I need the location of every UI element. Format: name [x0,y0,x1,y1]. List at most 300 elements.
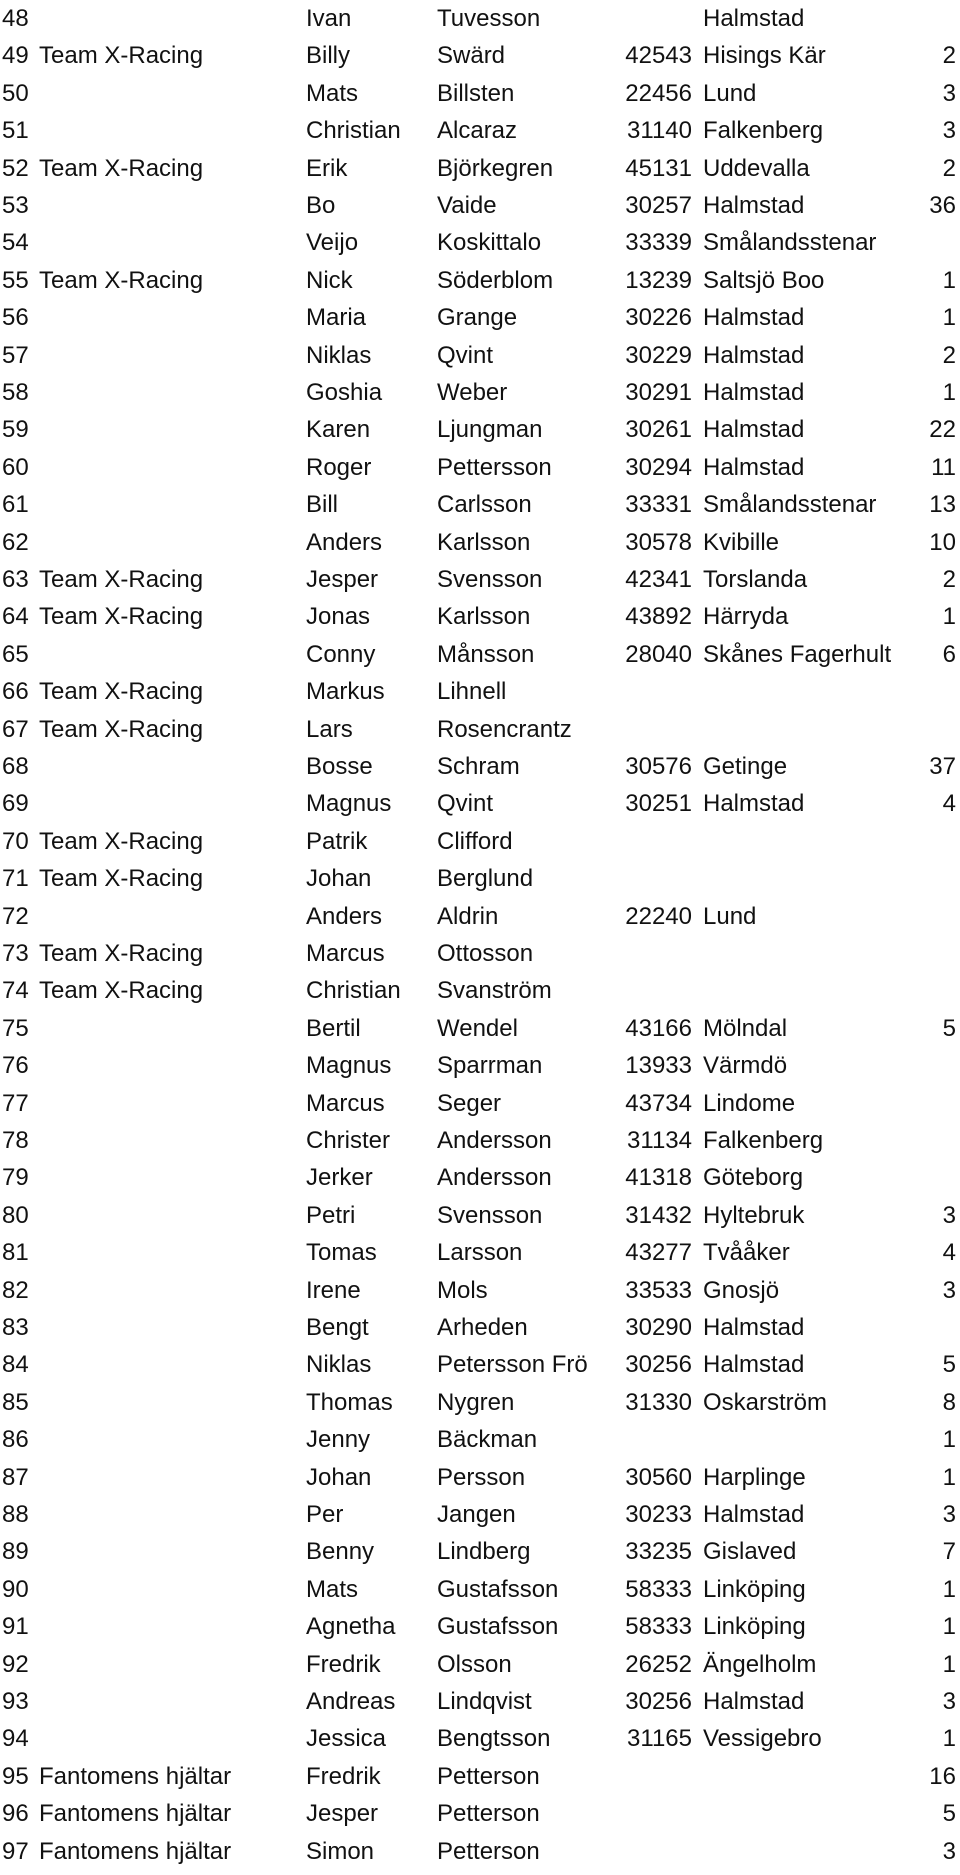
row-number-cell: 83 [2,1314,29,1341]
last-name-cell: Tuvesson [437,5,541,32]
extra-value-cell [830,935,956,972]
table-row [0,1758,960,1795]
city-cell: Mölndal [703,1014,788,1042]
team-name-cell [39,636,304,673]
extra-value-cell [830,1309,956,1346]
row-number-cell: 54 [2,229,29,257]
extra-value-cell [830,711,956,748]
city-cell: Torslanda [703,566,808,593]
team-name-cell: Team X-Racing [39,266,204,294]
row-number-cell: 55 [2,266,29,294]
last-name-cell: Wendel [437,1014,518,1042]
row-number-cell: 69 [2,790,29,818]
table-row [0,337,960,374]
team-name-cell [39,1010,304,1047]
team-name-cell [39,187,304,224]
city-cell: Vessigebro [703,1725,822,1753]
postal-code-cell: 30291 [625,379,692,406]
postal-code-cell: 30229 [625,341,692,369]
table-row [0,262,960,299]
extra-value-cell: 36 [929,192,956,219]
team-name-cell [39,524,304,561]
first-name-cell: Christer [306,1127,391,1154]
first-name-cell: Irene [306,1276,361,1304]
city-cell: Skånes Fagerhult [703,640,892,668]
team-name-cell [39,1085,304,1122]
table-row [0,1272,960,1309]
table-row [0,1159,960,1196]
first-name-cell: Agnetha [306,1613,396,1641]
extra-value-cell [830,860,956,897]
row-number-cell: 49 [2,42,29,70]
table-row [0,374,960,411]
extra-value-cell: 3 [942,117,956,145]
first-name-cell: Goshia [306,379,383,406]
city-cell: Hyltebruk [703,1201,805,1229]
extra-value-cell: 3 [942,1276,956,1304]
postal-code-cell: 30226 [625,304,692,332]
extra-value-cell: 5 [942,1351,956,1379]
city-cell: Getinge [703,753,788,780]
postal-code-cell: 30290 [625,1314,692,1341]
table-row [0,75,960,112]
postal-code-cell: 22240 [625,902,692,930]
table-row [0,1795,960,1832]
table-row [0,150,960,187]
city-cell: Lindome [703,1089,796,1117]
postal-code-cell [600,0,692,37]
city-cell: Halmstad [703,453,805,481]
last-name-cell: Mols [437,1276,488,1304]
table-row [0,673,960,710]
table-row [0,449,960,486]
city-cell: Kvibille [703,528,780,556]
postal-code-cell: 42341 [625,566,692,593]
team-name-cell [39,1272,304,1309]
last-name-cell: Björkegren [437,154,554,182]
first-name-cell: Bo [306,192,336,219]
first-name-cell: Magnus [306,790,392,818]
row-number-cell: 72 [2,902,29,930]
postal-code-cell: 30261 [625,416,692,444]
row-number-cell: 87 [2,1463,29,1491]
team-name-cell [39,75,304,112]
postal-code-cell: 30251 [625,790,692,818]
row-number-cell: 67 [2,715,29,743]
city-cell: Linköping [703,1575,806,1603]
postal-code-cell: 58333 [625,1575,692,1603]
first-name-cell: Christian [306,117,401,145]
first-name-cell: Roger [306,453,372,481]
extra-value-cell: 6 [942,640,956,668]
extra-value-cell: 2 [942,154,956,182]
last-name-cell: Petterson [437,1762,540,1790]
row-number-cell: 66 [2,678,29,706]
postal-code-cell: 30294 [625,453,692,481]
city-cell: Smålandsstenar [703,229,877,257]
last-name-cell: Swärd [437,42,506,70]
row-number-cell: 96 [2,1800,29,1828]
table-row [0,1085,960,1122]
row-number-cell: 76 [2,1052,29,1080]
team-name-cell [39,449,304,486]
first-name-cell: Patrik [306,827,368,855]
team-name-cell: Team X-Racing [39,603,204,631]
team-name-cell [39,0,304,37]
extra-value-cell: 22 [929,416,956,444]
team-name-cell [39,1346,304,1383]
first-name-cell: Karen [306,416,371,444]
table-row [0,1496,960,1533]
extra-value-cell: 1 [942,1650,956,1678]
team-name-cell [39,299,304,336]
row-number-cell: 97 [2,1837,29,1865]
first-name-cell: Mats [306,79,359,107]
table-row [0,636,960,673]
city-cell: Halmstad [703,341,805,369]
first-name-cell: Petri [306,1201,356,1229]
last-name-cell: Karlsson [437,528,531,556]
city-cell: Halmstad [703,192,805,219]
last-name-cell: Sparrman [437,1052,543,1080]
first-name-cell: Bosse [306,753,373,780]
last-name-cell: Persson [437,1463,526,1491]
last-name-cell: Grange [437,304,518,332]
extra-value-cell: 8 [942,1388,956,1416]
extra-value-cell: 1 [942,304,956,332]
team-name-cell [39,1309,304,1346]
team-name-cell [39,1459,304,1496]
last-name-cell: Petterson [437,1837,540,1865]
city-cell: Linköping [703,1613,806,1641]
last-name-cell: Arheden [437,1314,528,1341]
extra-value-cell: 1 [942,603,956,631]
extra-value-cell: 11 [931,453,956,481]
team-name-cell [39,374,304,411]
first-name-cell: Conny [306,640,376,668]
city-cell [703,972,831,1009]
team-name-cell: Team X-Racing [39,678,204,706]
first-name-cell: Mats [306,1575,359,1603]
postal-code-cell [600,823,692,860]
table-row [0,1833,960,1870]
row-number-cell: 68 [2,753,29,780]
city-cell: Halmstad [703,1314,805,1341]
first-name-cell: Niklas [306,341,372,369]
last-name-cell: Koskittalo [437,229,542,257]
first-name-cell: Jonas [306,603,371,631]
city-cell: Göteborg [703,1164,804,1192]
row-number-cell: 78 [2,1127,29,1154]
city-cell: Harplinge [703,1463,806,1491]
first-name-cell: Per [306,1501,344,1528]
row-number-cell: 71 [2,865,29,893]
row-number-cell: 86 [2,1426,29,1454]
team-name-cell [39,1197,304,1234]
row-number-cell: 59 [2,416,29,444]
first-name-cell: Anders [306,902,383,930]
last-name-cell: Qvint [437,790,494,818]
last-name-cell: Nygren [437,1388,515,1416]
team-name-cell [39,1421,304,1458]
postal-code-cell: 31134 [627,1127,692,1154]
first-name-cell: Bengt [306,1314,369,1341]
first-name-cell: Bertil [306,1014,361,1042]
row-number-cell: 95 [2,1762,29,1790]
first-name-cell: Markus [306,678,385,706]
team-name-cell [39,411,304,448]
table-row [0,972,960,1009]
last-name-cell: Gustafsson [437,1613,559,1641]
table-row [0,1234,960,1271]
table-row [0,411,960,448]
row-number-cell: 84 [2,1351,29,1379]
row-number-cell: 82 [2,1276,29,1304]
team-name-cell: Team X-Racing [39,715,204,743]
row-number-cell: 77 [2,1089,29,1117]
city-cell [703,823,831,860]
last-name-cell: Seger [437,1089,502,1117]
postal-code-cell [600,860,692,897]
row-number-cell: 85 [2,1388,29,1416]
row-number-cell: 50 [2,79,29,107]
city-cell: Saltsjö Boo [703,266,825,294]
row-number-cell: 94 [2,1725,29,1753]
extra-value-cell [830,1159,956,1196]
extra-value-cell [830,823,956,860]
team-name-cell [39,1384,304,1421]
first-name-cell: Jesper [306,566,379,593]
city-cell: Falkenberg [703,1127,824,1154]
last-name-cell: Rosencrantz [437,715,572,743]
extra-value-cell: 4 [942,1239,956,1267]
postal-code-cell: 30256 [625,1688,692,1715]
table-row [0,1047,960,1084]
postal-code-cell: 45131 [625,154,692,182]
extra-value-cell: 5 [942,1014,956,1042]
extra-value-cell: 1 [942,266,956,294]
team-name-cell: Fantomens hjältar [39,1800,232,1828]
first-name-cell: Thomas [306,1388,393,1416]
city-cell: Värmdö [703,1052,788,1080]
team-name-cell: Team X-Racing [39,566,204,593]
last-name-cell: Carlsson [437,491,532,519]
postal-code-cell [600,1421,692,1458]
table-row [0,299,960,336]
extra-value-cell [830,1122,956,1159]
extra-value-cell: 4 [942,790,956,818]
first-name-cell: Tomas [306,1239,377,1267]
city-cell: Halmstad [703,1351,805,1379]
table-row [0,1459,960,1496]
extra-value-cell [830,1047,956,1084]
city-cell: Halmstad [703,5,805,32]
row-number-cell: 51 [2,117,29,145]
row-number-cell: 64 [2,603,29,631]
team-name-cell [39,112,304,149]
team-name-cell [39,486,304,523]
row-number-cell: 60 [2,453,29,481]
extra-value-cell: 3 [942,1688,956,1715]
table-row [0,1646,960,1683]
extra-value-cell: 2 [942,566,956,593]
team-name-cell: Team X-Racing [39,827,204,855]
city-cell: Halmstad [703,1688,805,1715]
postal-code-cell [600,972,692,1009]
city-cell: Lund [703,902,757,930]
last-name-cell: Ottosson [437,940,534,967]
last-name-cell: Karlsson [437,603,531,631]
city-cell [703,1421,831,1458]
row-number-cell: 56 [2,304,29,332]
last-name-cell: Aldrin [437,902,499,930]
last-name-cell: Weber [437,379,508,406]
first-name-cell: Fredrik [306,1762,381,1790]
first-name-cell: Veijo [306,229,359,257]
team-name-cell [39,1533,304,1570]
first-name-cell: Anders [306,528,383,556]
table-row [0,1122,960,1159]
postal-code-cell: 30576 [625,753,692,780]
postal-code-cell [600,673,692,710]
postal-code-cell: 33331 [625,491,692,519]
last-name-cell: Svensson [437,566,543,593]
postal-code-cell: 30560 [625,1463,692,1491]
team-name-cell [39,785,304,822]
table-row [0,1571,960,1608]
first-name-cell: Jesper [306,1800,379,1828]
city-cell: Smålandsstenar [703,491,877,519]
row-number-cell: 89 [2,1538,29,1566]
team-name-cell [39,224,304,261]
table-row [0,561,960,598]
last-name-cell: Schram [437,753,520,780]
row-number-cell: 52 [2,154,29,182]
team-name-cell [39,1234,304,1271]
team-name-cell [39,1608,304,1645]
last-name-cell: Olsson [437,1650,512,1678]
extra-value-cell: 2 [942,341,956,369]
table-row [0,1197,960,1234]
first-name-cell: Magnus [306,1052,392,1080]
table-row [0,1010,960,1047]
team-name-cell: Team X-Racing [39,977,204,1005]
table-row [0,1384,960,1421]
team-name-cell [39,1571,304,1608]
postal-code-cell: 30233 [625,1501,692,1528]
first-name-cell: Simon [306,1837,375,1865]
city-cell [703,711,831,748]
last-name-cell: Andersson [437,1164,552,1192]
postal-code-cell: 26252 [625,1650,692,1678]
extra-value-cell [830,1085,956,1122]
extra-value-cell: 3 [942,1501,956,1528]
team-name-cell: Team X-Racing [39,154,204,182]
city-cell: Tvååker [703,1239,790,1267]
city-cell: Halmstad [703,379,805,406]
postal-code-cell: 31330 [625,1388,692,1416]
last-name-cell: Petterson [437,1800,540,1828]
postal-code-cell: 43166 [625,1014,692,1042]
extra-value-cell: 1 [942,1725,956,1753]
city-cell: Ängelholm [703,1650,817,1678]
postal-code-cell [600,711,692,748]
city-cell: Halmstad [703,790,805,818]
table-row [0,112,960,149]
last-name-cell: Lindqvist [437,1688,532,1715]
team-name-cell [39,1047,304,1084]
team-name-cell [39,1496,304,1533]
team-name-cell: Fantomens hjältar [39,1837,232,1865]
extra-value-cell [830,972,956,1009]
last-name-cell: Lindberg [437,1538,531,1566]
row-number-cell: 57 [2,341,29,369]
last-name-cell: Larsson [437,1239,523,1267]
table-row [0,860,960,897]
table-row [0,598,960,635]
last-name-cell: Andersson [437,1127,552,1154]
first-name-cell: Nick [306,266,353,294]
postal-code-cell: 43734 [625,1089,692,1117]
postal-code-cell: 13933 [625,1052,692,1080]
team-name-cell: Fantomens hjältar [39,1762,232,1790]
extra-value-cell: 1 [942,379,956,406]
first-name-cell: Benny [306,1538,375,1566]
row-number-cell: 61 [2,491,29,519]
row-number-cell: 93 [2,1688,29,1715]
city-cell: Hisings Kär [703,42,826,70]
table-row [0,1720,960,1757]
postal-code-cell [600,1795,692,1832]
last-name-cell: Gustafsson [437,1575,559,1603]
last-name-cell: Pettersson [437,453,552,481]
team-name-cell [39,337,304,374]
postal-code-cell: 41318 [625,1164,692,1192]
first-name-cell: Maria [306,304,367,332]
table-row [0,748,960,785]
extra-value-cell: 10 [929,528,956,556]
first-name-cell: Niklas [306,1351,372,1379]
extra-value-cell: 37 [929,753,956,780]
first-name-cell: Johan [306,1463,372,1491]
table-row [0,224,960,261]
team-name-cell [39,1646,304,1683]
first-name-cell: Marcus [306,1089,385,1117]
city-cell [703,1833,831,1870]
city-cell [703,673,831,710]
extra-value-cell: 3 [942,1837,956,1865]
first-name-cell: Ivan [306,5,352,32]
row-number-cell: 58 [2,379,29,406]
postal-code-cell: 31432 [625,1201,692,1229]
first-name-cell: Erik [306,154,348,182]
row-number-cell: 63 [2,566,29,593]
postal-code-cell: 30257 [625,192,692,219]
team-name-cell [39,748,304,785]
row-number-cell: 81 [2,1239,29,1267]
city-cell: Uddevalla [703,154,810,182]
first-name-cell: Marcus [306,940,385,967]
extra-value-cell: 1 [942,1613,956,1641]
team-name-cell [39,1159,304,1196]
table-row [0,1533,960,1570]
extra-value-cell: 5 [942,1800,956,1828]
postal-code-cell: 43892 [625,603,692,631]
city-cell: Gnosjö [703,1276,780,1304]
city-cell: Halmstad [703,304,805,332]
city-cell [703,860,831,897]
table-row [0,486,960,523]
